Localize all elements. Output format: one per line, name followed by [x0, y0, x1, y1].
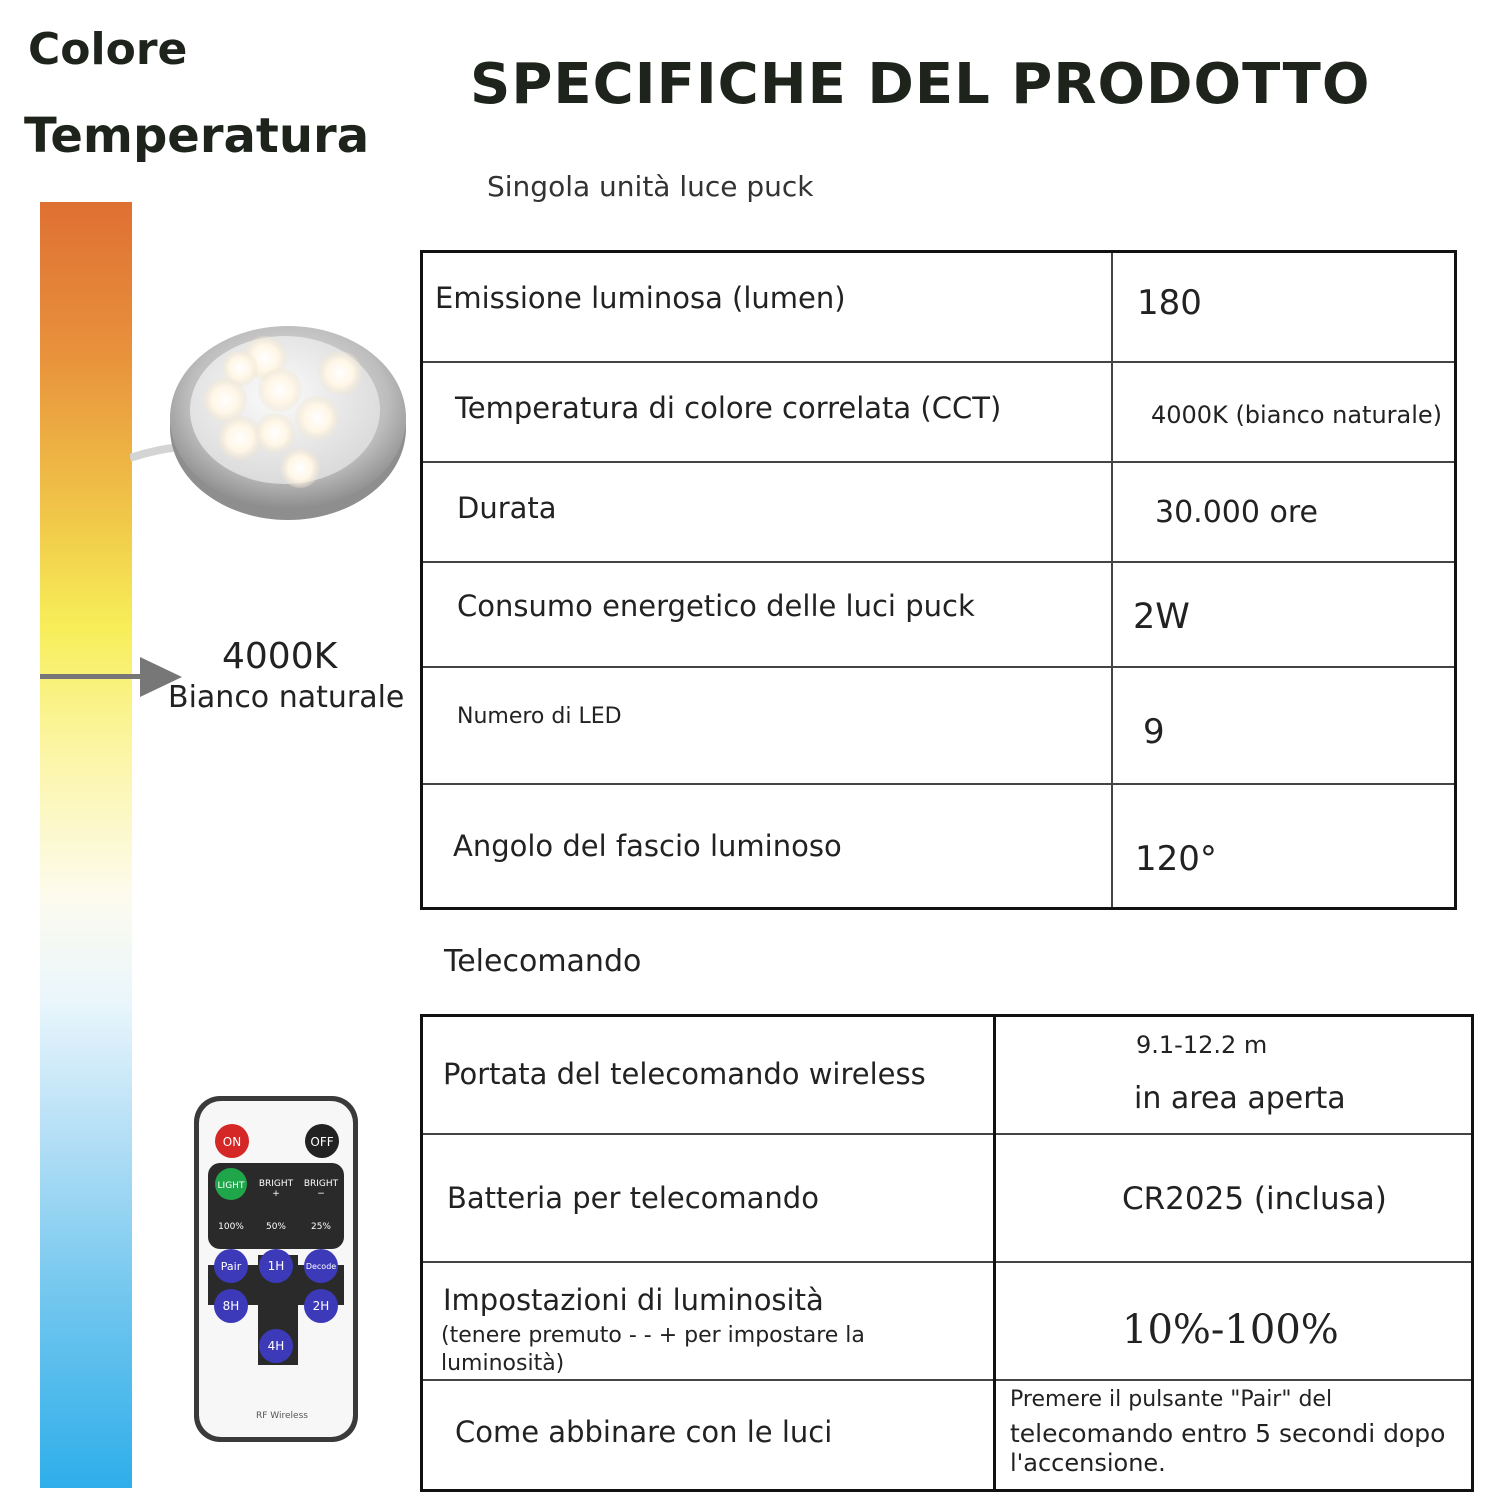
- svg-text:ON: ON: [222, 1135, 242, 1149]
- puck-light-image: [130, 318, 410, 523]
- p25-button: 25%: [310, 1222, 332, 1232]
- svg-text:1H: 1H: [267, 1259, 285, 1273]
- bright-plus-button: BRIGHT: [258, 1179, 294, 1189]
- puck-spec-table: [420, 250, 1457, 910]
- spec-label-cct: Temperatura di colore correlata (CCT): [455, 391, 1002, 425]
- bright-minus-button: BRIGHT: [303, 1179, 339, 1189]
- spec-label-led-count: Numero di LED: [457, 704, 622, 729]
- remote-value-pairing-line2: telecomando entro 5 secondi dopo: [1010, 1419, 1446, 1448]
- spec-value-power: 2W: [1133, 597, 1190, 637]
- remote-value-pairing-line1: Premere il pulsante "Pair" del: [1010, 1387, 1333, 1412]
- svg-text:8H: 8H: [222, 1299, 240, 1313]
- svg-text:+: +: [272, 1189, 280, 1199]
- table-row: [422, 362, 1456, 462]
- svg-text:4H: 4H: [267, 1339, 285, 1353]
- spec-value-led-count: 9: [1143, 712, 1165, 752]
- remote-label-brightness: Impostazioni di luminosità: [443, 1283, 824, 1317]
- cct-arrow-line: [40, 674, 150, 679]
- remote-label-pairing: Come abbinare con le luci: [455, 1415, 833, 1449]
- color-temp-title-line2: Temperatura: [24, 108, 370, 164]
- remote-label-battery: Batteria per telecomando: [447, 1181, 819, 1215]
- table-row: [422, 1134, 1473, 1262]
- svg-text:Decode: Decode: [305, 1262, 337, 1271]
- spec-value-lumen: 180: [1137, 283, 1202, 323]
- page-title: SPECIFICHE DEL PRODOTTO: [470, 52, 1371, 117]
- table-row: [422, 667, 1456, 784]
- spec-label-beam-angle: Angolo del fascio luminoso: [453, 829, 842, 863]
- remote-value-brightness: 10%-100%: [1122, 1307, 1339, 1353]
- remote-brand-label: RF Wireless: [256, 1411, 308, 1421]
- cct-marker-name: Bianco naturale: [168, 680, 405, 715]
- remote-label-brightness-note-line2: luminosità): [441, 1351, 565, 1376]
- spec-value-lifetime: 30.000 ore: [1155, 495, 1318, 530]
- remote-value-battery: CR2025 (inclusa): [1122, 1181, 1387, 1217]
- remote-spec-table: [420, 1014, 1474, 1492]
- table-row: [422, 784, 1456, 909]
- p100-button: 100%: [218, 1222, 244, 1232]
- remote-label-brightness-note-line1: (tenere premuto - - + per impostare la: [441, 1323, 865, 1348]
- table-row: [422, 252, 1456, 363]
- svg-text:LIGHT: LIGHT: [217, 1181, 245, 1191]
- table-row: [422, 562, 1456, 667]
- spec-value-cct: 4000K (bianco naturale): [1151, 401, 1443, 429]
- svg-text:−: −: [317, 1189, 325, 1199]
- remote-control-image: [190, 1093, 362, 1445]
- color-temp-title-line1: Colore: [28, 24, 188, 75]
- spec-label-power: Consumo energetico delle luci puck: [457, 589, 975, 623]
- table-row: [422, 1380, 1473, 1491]
- svg-text:2H: 2H: [312, 1299, 330, 1313]
- table-row: [422, 1262, 1473, 1380]
- table-row: [422, 1016, 1473, 1135]
- svg-text:OFF: OFF: [310, 1135, 334, 1149]
- p50-button: 50%: [265, 1222, 287, 1232]
- puck-section-title: Singola unità luce puck: [487, 170, 814, 203]
- remote-label-range: Portata del telecomando wireless: [443, 1057, 926, 1091]
- svg-text:Pair: Pair: [220, 1260, 242, 1273]
- spec-label-lifetime: Durata: [457, 491, 557, 525]
- color-temperature-gradient-bar: [40, 202, 132, 1488]
- remote-section-title: Telecomando: [444, 944, 642, 979]
- remote-value-range-line1: 9.1-12.2 m: [1136, 1031, 1268, 1059]
- remote-value-pairing-line3: l'accensione.: [1010, 1449, 1166, 1477]
- spec-label-lumen: Emissione luminosa (lumen): [435, 281, 846, 315]
- remote-value-range-line2: in area aperta: [1134, 1081, 1346, 1116]
- cct-marker-value: 4000K: [222, 636, 338, 677]
- table-row: [422, 462, 1456, 562]
- spec-value-beam-angle: 120°: [1135, 839, 1217, 879]
